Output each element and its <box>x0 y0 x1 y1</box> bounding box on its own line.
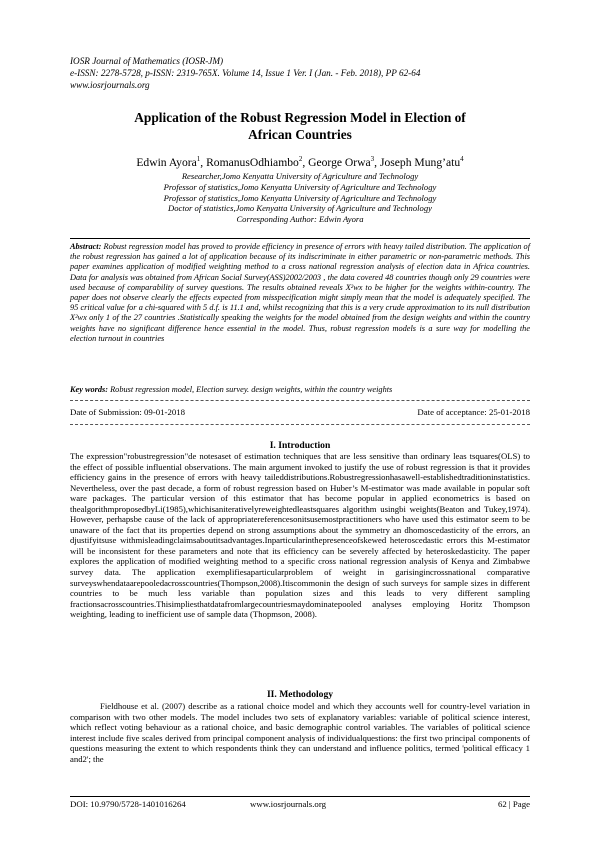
author-sep: , <box>200 155 207 169</box>
footer-rule <box>70 796 530 797</box>
author-sup: 2 <box>298 155 303 163</box>
author-sep: , <box>302 155 309 169</box>
author-sup: 3 <box>370 155 375 163</box>
author-name: Edwin Ayora <box>136 155 197 169</box>
abstract <box>70 242 530 344</box>
abstract-label: Abstract: <box>70 242 102 251</box>
author-name: RomanusOdhiambo <box>206 155 299 169</box>
footer-website[interactable]: www.iosrjournals.org <box>250 799 326 809</box>
section-body-methodology <box>70 701 530 764</box>
paper-title-line-1: Application of the Robust Regression Model in Election of <box>134 110 466 125</box>
footer-page-number: 62 | Page <box>497 799 530 809</box>
section-heading-introduction: I. Introduction <box>269 440 331 451</box>
paragraph: The expression"robustregression"de notesaset of estimation techniques that are less sensitive than ordinary leas tsquares(OLS) to the effect of possible influential observations. The main argument invoked to justify the use of robust regression is that it provides efficiency gains in the presence of errors with heavy taileddistributions.Robustregressionhasawell-establishedtraditioninstatistics. Nevertheless, over the past decade, a form of robust regression based on Huber’s M-estimator was made available in popular soft ware packages. The particular version of this estimator that has become popular in applied econometrics is based on thealgorithmproposedbyLi(1985),whichisaniterativelyreweightedleastsquares algorithm usingbi weights(Beaton and Tukey,1974). However, perhapsbe cause of the lack of appropriatereferencesonitsusemostpractitioners who have used this estimator seem to be unaware of the fact that its properties depend on strong assumptions about the symmetry an dhomoscedasticity of the errors, an djustifyitsuse withmisleadingclaimsaboutitsadvantages.Inparticularinthepresenceofskewed heteroscedastic errors this M-estimator will be inconsistent for these parameters and note that its efficiency can be severely affected by heteroskedasticity. The paper explores the application of modified weighting method to a specific cross national regression analysis of Kenya and Zimbabwe survey data. The application exemplifiesaparticularproblem of weight in garisingincrossnational comparative surveyswhendataarepooledacrosscountries(Thompson,2008).Itiscommonin the design of such surveys for sample sizes in different countries to be much less variable than population sizes and this leads to very different sampling fractionsacrosscountries.Thisimpliesthatdatafromlargecountriesmaydominatepooled analyses employing Horitz Thompson weighting, leading to inefficient use of sample data (Thopmson, 2008). <box>70 451 530 620</box>
abstract-text: Robust regression model has proved to provide efficiency in presence of errors with heavy tailed distribution. The application of the robust regression has gained a lot of application because of its indiscriminate in either parametric or non-parametric methods. This paper examines application of modified weighting method to a cross national regression analysis of election data in Africa countries. Data for analysis was obtained from African Social Survey(ASS)2002/2003 , the data covered 48 countries though only 29 countries were used because of comparability of survey questions. The results obtained reveals X²wx to be higher for the weights within-country. The paper does not observe clearly the effects expected from misspecification might simply mean that the model is adequately specified. The 95 critical value for a chi-squared with 5 d.f. is 11.1 and, whilst recognizing that this is a very crude approximation to its null distribution X²wx only 1 of the 27 countries .Statistically speaking the weights for the model obtained from the design weights and within the country weights have no significant difference hence essential in the model. Thus, robust regression models is a sure way for modelling the election turnout in countries <box>70 242 530 343</box>
paper-title-line-2: African Countries <box>248 127 352 142</box>
author-name: Joseph Mung’atu <box>379 155 461 169</box>
keywords-label: Key words: <box>70 385 109 394</box>
affiliation: Professor of statistics,Jomo Kenyatta University of Agriculture and Technology <box>163 181 437 192</box>
footer-doi: DOI: 10.9790/5728-1401016264 <box>70 799 186 809</box>
author-sup: 4 <box>460 155 464 163</box>
section-body-introduction <box>70 451 530 620</box>
affiliation: Doctor of statistics,Jomo Kenyatta University of Agriculture and Technology <box>168 203 432 214</box>
keywords <box>70 385 530 395</box>
submission-date: Date of Submission: 09-01-2018 <box>70 407 186 417</box>
paper-title <box>70 109 530 143</box>
affiliation-list <box>70 171 530 225</box>
corresponding-author: Corresponding Author: Edwin Ayora <box>236 214 364 225</box>
affiliation: Researcher,Jomo Kenyatta University of Agriculture and Technology <box>181 171 419 181</box>
acceptance-date: Date of acceptance: 25-01-2018 <box>417 407 530 417</box>
section-heading-methodology: II. Methodology <box>266 689 334 700</box>
journal-header <box>70 55 530 91</box>
journal-name: IOSR Journal of Mathematics (IOSR-JM) <box>70 56 224 66</box>
journal-issn: e-ISSN: 2278-5728, p-ISSN: 2319-765X. Volume 14, Issue 1 Ver. I (Jan. - Feb. 2018), PP 62-64 <box>70 68 421 78</box>
author-sup: 1 <box>196 155 201 163</box>
author-list <box>70 152 530 170</box>
author-sep: , <box>374 155 380 169</box>
dates-bottom-divider <box>70 424 530 425</box>
keywords-text: Robust regression model, Election survey. design weights, within the country weights <box>110 385 393 394</box>
abstract-top-rule <box>70 238 530 239</box>
paragraph: Fieldhouse et al. (2007) describe as a rational choice model and which they accounts well for country-level variation in comparison with two other models. The model includes two sets of explanatory variables: variable of political science interest, which reflect voting behaviour as a rational choice, and basic demographic control variables. The variables of political science interest include five scales derived from principal component analysis of individualquestions: the first two principal components of questions measuring the extent to which respondents think they can understand and influence politics, termed 'political efficacy 1 and2'; the <box>70 701 530 764</box>
affiliation: Professor of statistics,Jomo Kenyatta University of Agriculture and Technology <box>163 192 437 203</box>
dates-top-divider <box>70 400 530 401</box>
journal-website[interactable]: www.iosrjournals.org <box>70 80 150 90</box>
author-name: George Orwa <box>308 155 371 169</box>
